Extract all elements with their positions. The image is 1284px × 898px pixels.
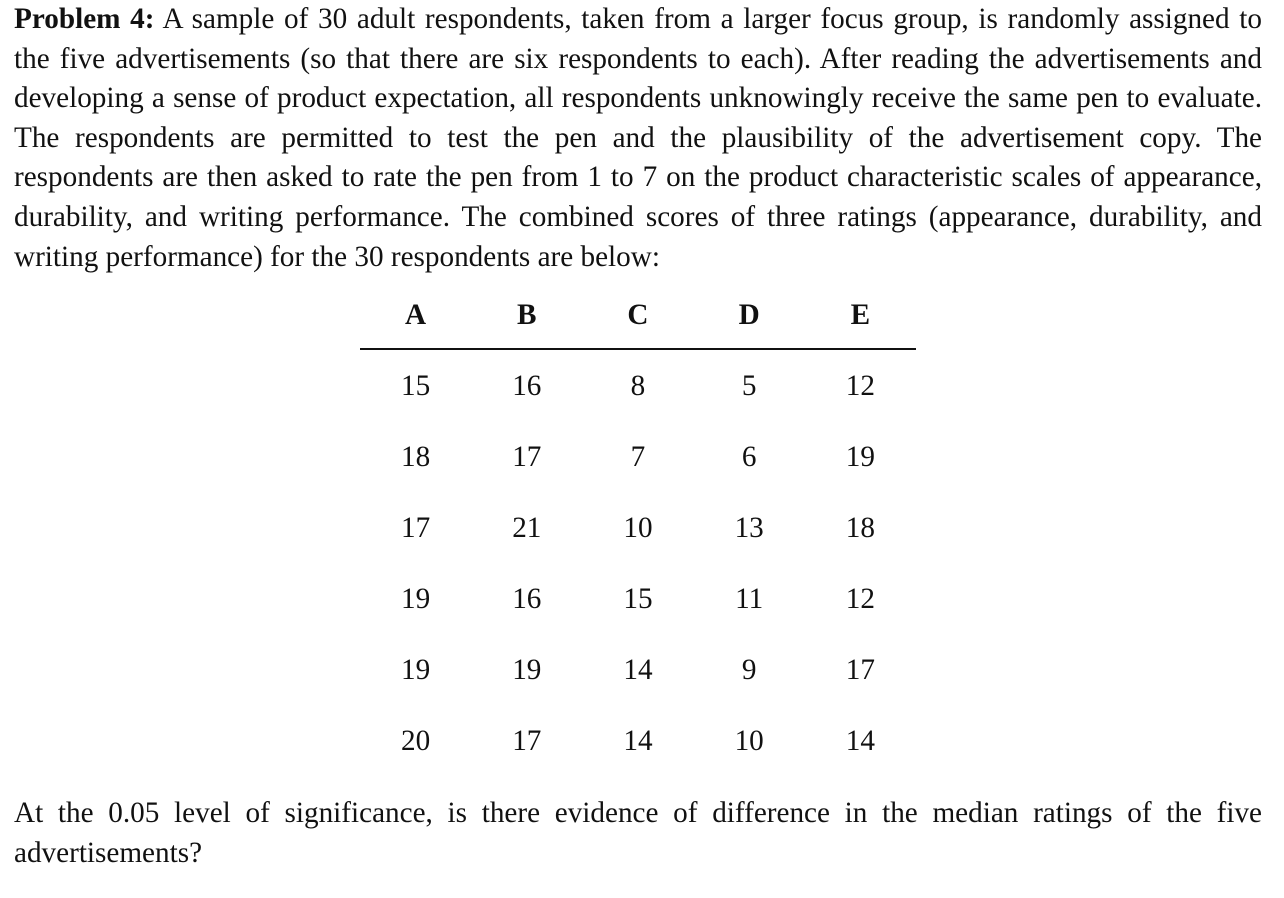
table-row [360,564,916,635]
problem-text: A sample of 30 adult respondents, taken from a larger focus group, is randomly assigned to the five advertisements (so that there are six respondents to each). After reading the advertisements and developing a sense of product expectation, all respondents unknowingly receive the same pen to evaluate. The respondents are permitted to test the pen and the plausibility of the advertisement copy. The respondents are then asked to rate the pen from 1 to 7 on the product characteristic scales of appearance, durability, and writing performance. The combined scores of three ratings (appearance, durability, and writing performance) for the 30 respondents are below: [14,3,1262,273]
table-cell: 15 [401,369,431,402]
table-row [360,422,916,493]
table-cell: 15 [623,583,653,615]
table-cell: 7 [630,441,646,473]
table-cell: 12 [845,583,875,615]
column-header-d: D [694,282,805,349]
table-cell: 13 [734,512,764,544]
table-cell: 14 [845,725,875,757]
ratings-table [360,282,916,777]
table-cell: 8 [630,369,646,402]
table-cell: 14 [623,654,653,686]
table-row [360,349,916,422]
table-cell: 17 [512,725,542,757]
table-cell: 19 [845,441,875,473]
table-row [360,706,916,777]
table-row [360,635,916,706]
table-cell: 11 [735,583,764,615]
table-cell: 14 [623,725,653,757]
table-cell: 16 [512,583,542,615]
column-header-c: C [582,282,693,349]
table-cell: 19 [401,583,431,615]
table-cell: 6 [741,441,757,473]
table-row [360,493,916,564]
table-cell: 19 [401,654,431,686]
table-cell: 9 [741,654,757,686]
table-cell: 10 [623,512,653,544]
column-header-a: A [360,282,471,349]
question-text: At the 0.05 level of significance, is there evidence of difference in the median ratings of the five advertisements? [14,797,1262,869]
table-cell: 20 [401,725,431,757]
table-cell: 16 [512,369,542,402]
column-header-e: E [805,282,916,349]
table-cell: 19 [512,654,542,686]
table-cell: 17 [845,654,875,686]
table-cell: 12 [845,369,875,402]
table-header-row [360,282,916,349]
column-header-b: B [471,282,582,349]
table-cell: 17 [401,512,431,544]
table-cell: 18 [401,441,431,473]
table-cell: 10 [734,725,764,757]
problem-statement [14,0,1262,277]
table-cell: 17 [512,441,542,473]
problem-label: Problem 4: [14,3,155,35]
table-cell: 21 [512,512,542,544]
table-cell: 5 [741,369,757,402]
table-cell: 18 [845,512,875,544]
